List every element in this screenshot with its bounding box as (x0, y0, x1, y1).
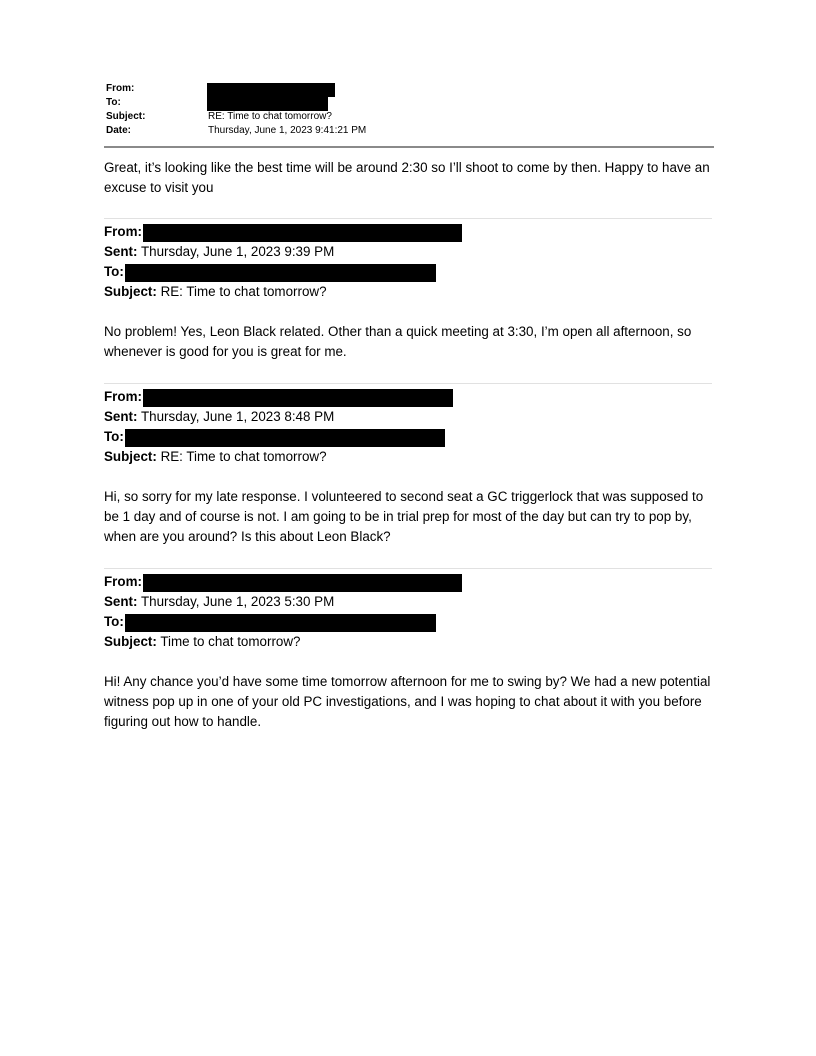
header-date-row (106, 124, 714, 138)
redaction-box (125, 264, 436, 282)
subject-value: RE: Time to chat tomorrow? (160, 449, 327, 464)
subject-label: Subject: (104, 449, 157, 464)
header-divider (104, 146, 714, 148)
message-to-line (104, 427, 124, 447)
to-label: To: (104, 614, 124, 629)
message-body: Hi! Any chance you’d have some time tomorrow afternoon for me to swing by? We had a new potential witness pop up in one of your old PC investigations, and I was hoping to chat about it with you before figuring out how to handle. (104, 674, 711, 729)
email-header (106, 82, 714, 138)
message-sent-line (104, 407, 334, 427)
sent-label: Sent: (104, 244, 138, 259)
to-label: To: (104, 264, 124, 279)
sent-label: Sent: (104, 409, 138, 424)
sent-value: Thursday, June 1, 2023 5:30 PM (140, 594, 335, 609)
sent-label: Sent: (104, 594, 138, 609)
sent-value: Thursday, June 1, 2023 9:39 PM (140, 244, 335, 259)
subject-label: Subject: (104, 634, 157, 649)
message-separator (104, 568, 712, 569)
from-label: From: (104, 224, 142, 239)
message-sent-line (104, 592, 334, 612)
message-body: No problem! Yes, Leon Black related. Other than a quick meeting at 3:30, I’m open all afternoon, so whenever is good for you is great for me. (104, 324, 692, 359)
message-from-line (104, 387, 142, 407)
redaction-box (143, 224, 462, 242)
message-separator (104, 383, 712, 384)
header-to-label: To: (106, 97, 121, 108)
message-subject-line (104, 632, 300, 652)
from-label: From: (104, 574, 142, 589)
header-to-row (106, 96, 714, 110)
redaction-box (125, 429, 445, 447)
message-subject-line (104, 447, 327, 467)
message-body: Hi, so sorry for my late response. I volunteered to second seat a GC triggerlock that was supposed to be 1 day and of course is not. I am going to be in trial prep for most of the day but can try to pop by, when are you around? Is this about Leon Black? (104, 489, 704, 544)
sent-value: Thursday, June 1, 2023 8:48 PM (140, 409, 335, 424)
from-label: From: (104, 389, 142, 404)
message-separator (104, 218, 712, 219)
message-sent-line (104, 242, 334, 262)
header-subject-row (106, 110, 714, 124)
header-date-label: Date: (106, 125, 132, 136)
subject-value: RE: Time to chat tomorrow? (160, 284, 327, 299)
redaction-box (207, 83, 335, 97)
to-label: To: (104, 429, 124, 444)
message-body: Great, it’s looking like the best time will be around 2:30 so I’ll shoot to come by then. Happy to have an excuse to visit you (104, 160, 710, 195)
redaction-box (207, 97, 328, 111)
header-date-value: Thursday, June 1, 2023 9:41:21 PM (208, 125, 367, 136)
header-from-row (106, 82, 714, 96)
redaction-box (143, 574, 462, 592)
message-subject-line (104, 282, 327, 302)
redaction-box (143, 389, 453, 407)
subject-value: Time to chat tomorrow? (160, 634, 301, 649)
header-subject-label: Subject: (106, 111, 146, 122)
message-from-line (104, 572, 142, 592)
message-from-line (104, 222, 142, 242)
message-to-line (104, 612, 124, 632)
header-subject-value: RE: Time to chat tomorrow? (208, 111, 332, 122)
subject-label: Subject: (104, 284, 157, 299)
header-from-label: From: (106, 83, 135, 94)
message-to-line (104, 262, 124, 282)
redaction-box (125, 614, 436, 632)
